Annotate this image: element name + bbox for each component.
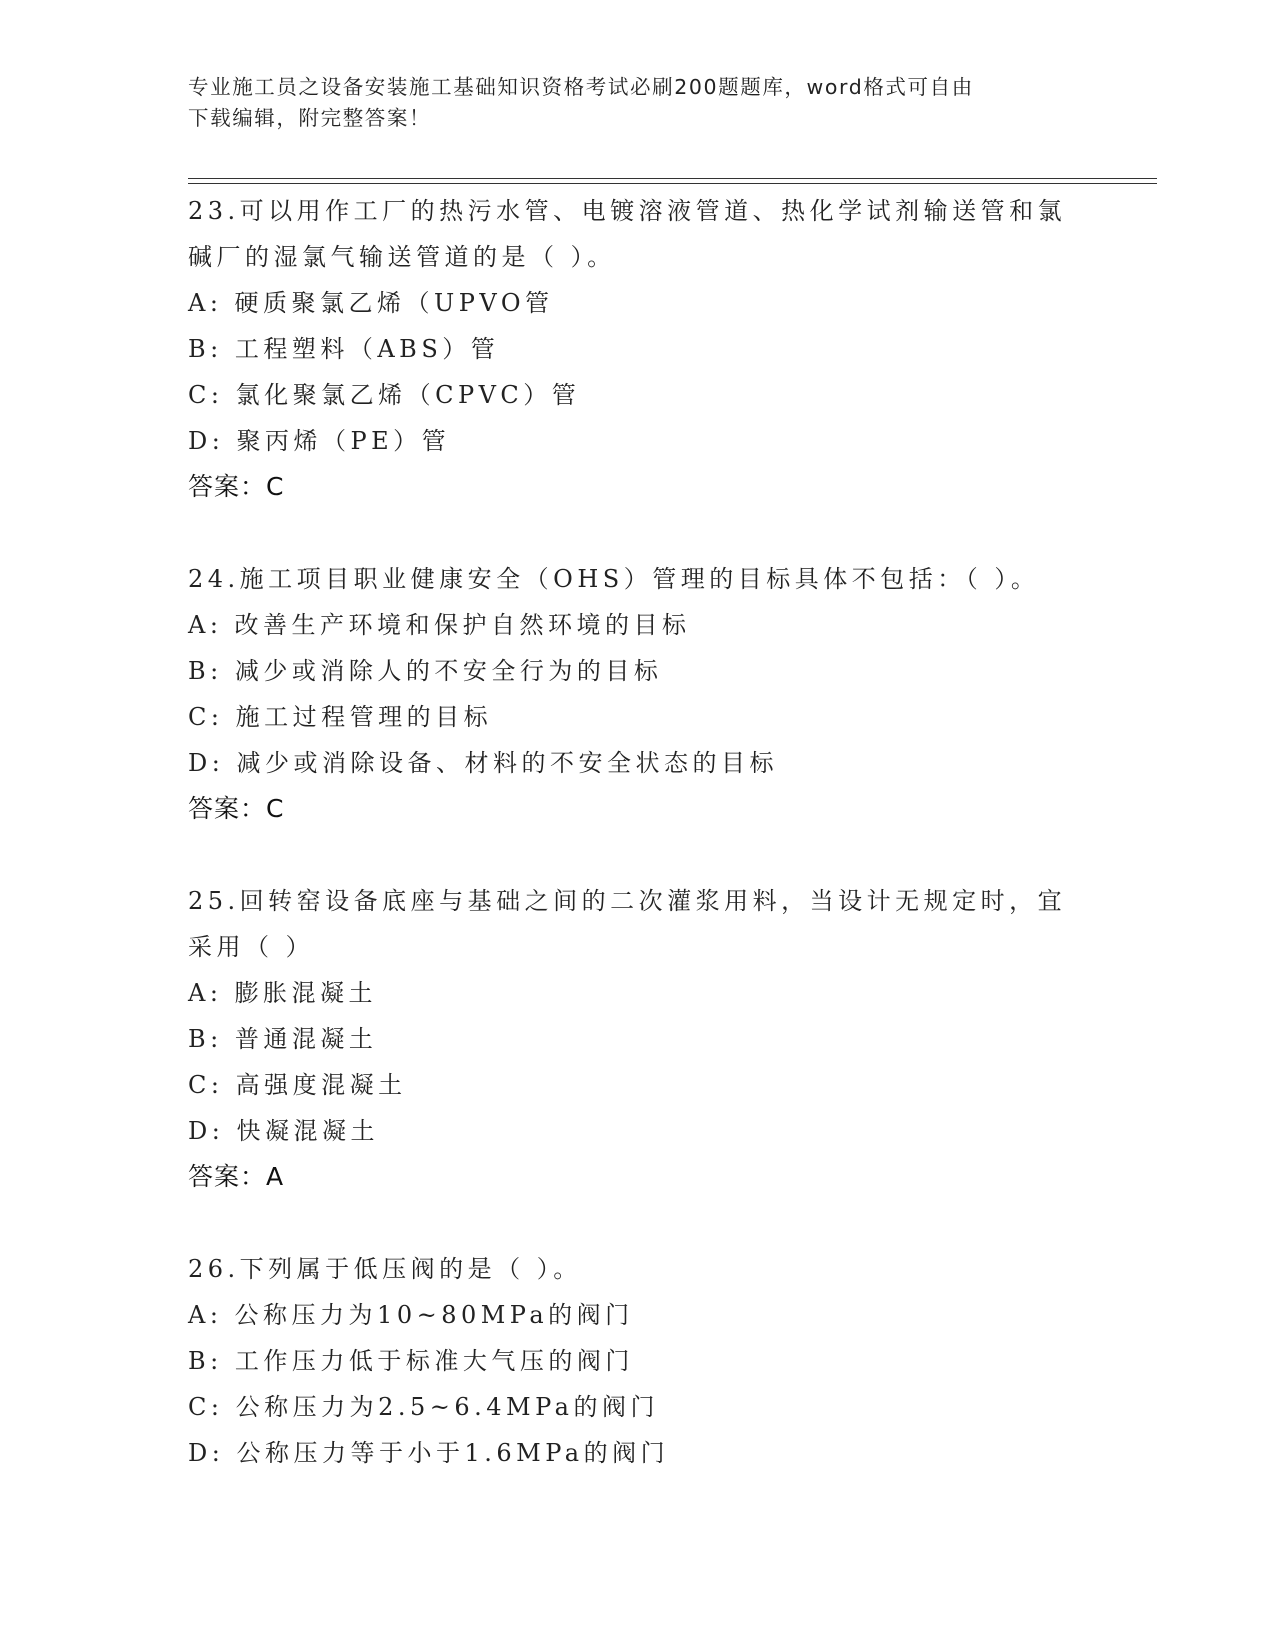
question-23 [188,188,1088,510]
option-a: A: 公称压力为10~80MPa的阀门 [188,1301,634,1329]
option-b: B: 减少或消除人的不安全行为的目标 [188,657,663,685]
option-b: B: 工程塑料（ABS）管 [188,335,500,363]
answer: 答案：C [188,472,285,501]
answer: 答案：A [188,1162,285,1191]
answer: 答案：C [188,794,285,823]
header-line-1: 专业施工员之设备安装施工基础知识资格考试必刷200题题库，word格式可自由 [188,75,974,99]
header-divider-top [188,178,1157,179]
option-a: A: 改善生产环境和保护自然环境的目标 [188,611,691,639]
option-d: D: 快凝混凝土 [188,1117,379,1145]
option-d: D: 聚丙烯（PE）管 [188,427,451,455]
option-a: A: 膨胀混凝土 [188,979,378,1007]
header-divider-bottom [188,183,1157,184]
question-list [188,188,1088,1522]
option-c: C: 公称压力为2.5~6.4MPa的阀门 [188,1393,659,1421]
question-text: 采用（ ） [188,933,315,961]
question-text: 碱厂的湿氯气输送管道的是（ ）。 [188,243,616,271]
option-c: C: 氯化聚氯乙烯（CPVC）管 [188,381,581,409]
option-d: D: 减少或消除设备、材料的不安全状态的目标 [188,749,778,777]
option-b: B: 普通混凝土 [188,1025,378,1053]
question-25 [188,878,1088,1200]
option-b: B: 工作压力低于标准大气压的阀门 [188,1347,634,1375]
question-text: 25.回转窑设备底座与基础之间的二次灌浆用料，当设计无规定时，宜 [188,887,1067,915]
option-d: D: 公称压力等于小于1.6MPa的阀门 [188,1439,670,1467]
question-text: 23.可以用作工厂的热污水管、电镀溶液管道、热化学试剂输送管和氯 [188,197,1067,225]
header-line-2: 下载编辑，附完整答案！ [188,106,432,130]
document-header [188,72,1068,134]
question-text: 24.施工项目职业健康安全（OHS）管理的目标具体不包括：（ ）。 [188,565,1040,593]
option-c: C: 施工过程管理的目标 [188,703,493,731]
question-24 [188,556,1088,832]
question-text: 26.下列属于低压阀的是（ ）。 [188,1255,582,1283]
option-a: A: 硬质聚氯乙烯（UPVO管 [188,289,554,317]
question-26 [188,1246,1088,1476]
option-c: C: 高强度混凝土 [188,1071,407,1099]
